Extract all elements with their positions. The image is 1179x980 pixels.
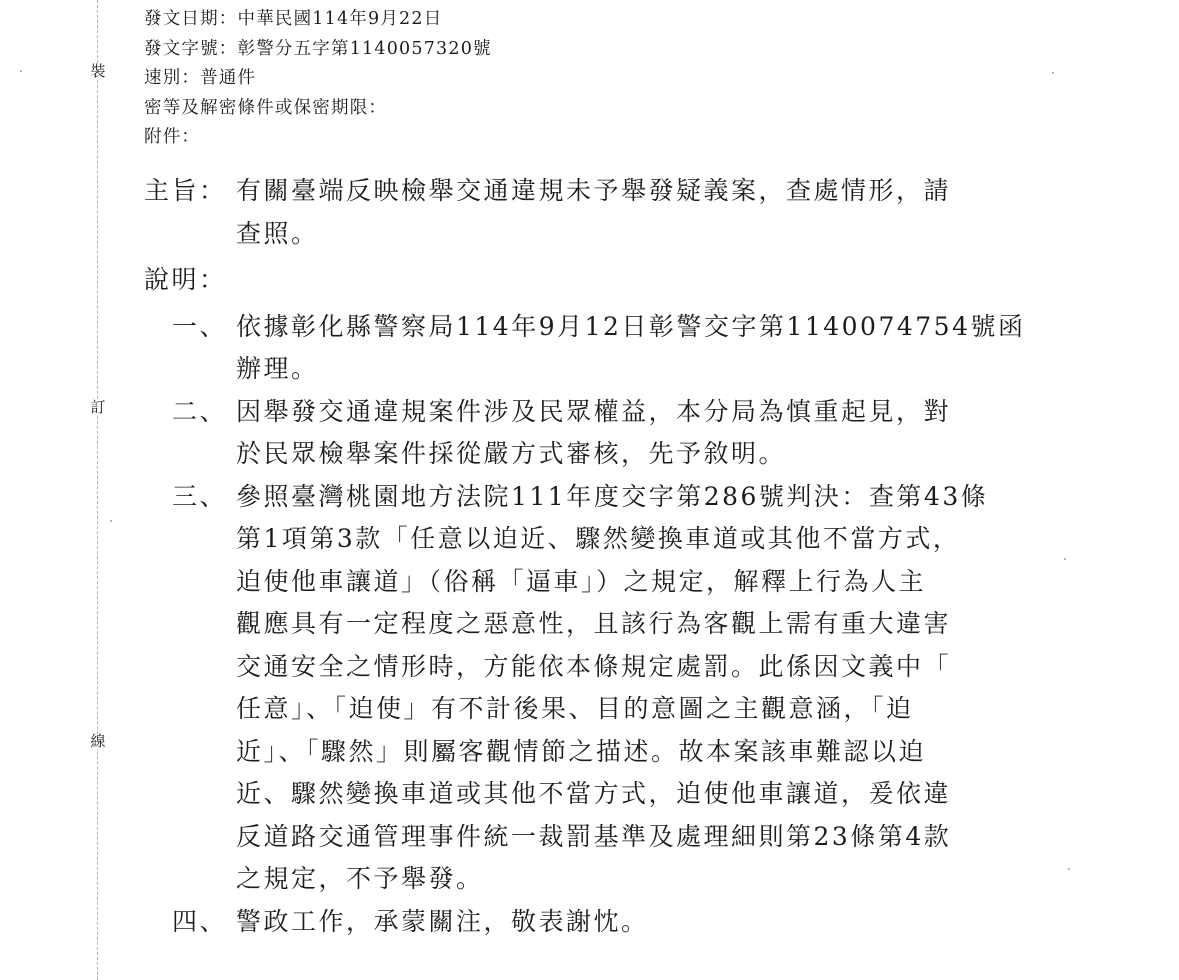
explanation-item-3 [172,476,1044,901]
binding-mark-zhuang: 裝 [90,62,106,80]
attachment-label: 附件： [144,127,201,148]
item-line: 迫使他車讓道」（俗稱「逼車」）之規定，解釋上行為人主 [236,566,927,596]
item-text [236,901,1044,944]
item-number: 四、 [172,906,228,936]
binding-mark-ding: 訂 [90,398,106,416]
scan-speck [1052,72,1054,74]
document-body [144,170,1044,943]
item-line: 警政工作，承蒙關注，敬表謝忱。 [236,906,649,936]
explanation-item-2 [172,391,1044,476]
item-line: 觀應具有一定程度之惡意性，且該行為客觀上需有重大違害 [236,609,952,638]
explanation-label: 說明： [144,265,227,294]
scan-speck [1068,868,1070,870]
explanation-item-4 [172,901,1044,944]
subject-section [144,170,1044,255]
item-line: 交通安全之情形時，方能依本條規定處罰。此係因文義中「 [236,651,952,681]
subject-label: 主旨： [144,176,227,205]
item-line: 參照臺灣桃園地方法院111年度交字第286號判決：查第43條 [236,481,989,511]
issue-date-label: 發文日期： [144,9,238,29]
item-text [236,391,1044,476]
item-line: 依據彰化縣警察局114年9月12日彰警交字第1140074754號函 [236,311,1026,341]
item-line: 第1項第3款「任意以迫近、驟然變換車道或其他不當方式， [236,524,961,553]
item-number: 三、 [172,481,228,511]
document-number-row [144,35,492,65]
item-line: 反道路交通管理事件統一裁罰基準及處理細則第23條第4款 [236,821,952,851]
binding-mark-xian: 線 [90,732,106,750]
document-number-label: 發文字號： [144,38,238,59]
delivery-speed-value: 普通件 [200,68,257,89]
explanation-item-1 [172,306,1044,391]
scan-speck [110,520,112,522]
subject-text [236,170,1044,255]
issue-date-value: 中華民國114年9月22日 [237,9,443,29]
item-line: 因舉發交通違規案件涉及民眾權益，本分局為慎重起見，對 [236,396,952,426]
attachment-row [144,123,492,153]
item-line: 辦理。 [236,354,319,383]
item-text [236,306,1044,391]
document-number-value: 彰警分五字第1140057320號 [237,38,492,59]
scan-speck [1064,558,1066,560]
item-line: 近」、「驟然」則屬客觀情節之描述。故本案該車難認以迫 [236,736,927,766]
item-number: 二、 [172,396,228,426]
item-line: 之規定，不予舉發。 [236,864,484,893]
item-line: 於民眾檢舉案件採從嚴方式審核，先予敘明。 [236,439,787,468]
item-text [236,476,1044,901]
issue-date-row [144,5,492,35]
secrecy-level-row [144,94,492,124]
document-header [144,5,492,153]
item-line: 近、驟然變換車道或其他不當方式，迫使他車讓道，爰依違 [236,779,952,808]
subject-line: 有關臺端反映檢舉交通違規未予舉發疑義案，查處情形，請 [236,176,952,205]
subject-line: 查照。 [236,218,319,248]
delivery-speed-label: 速別： [144,68,201,89]
item-number: 一、 [172,311,228,341]
item-line: 任意」、「迫使」有不計後果、目的意圖之主觀意涵，「迫 [236,694,914,723]
secrecy-level-label: 密等及解密條件或保密期限： [144,97,388,118]
binding-line [97,0,98,980]
scan-speck [20,70,22,72]
delivery-speed-row [144,64,492,94]
